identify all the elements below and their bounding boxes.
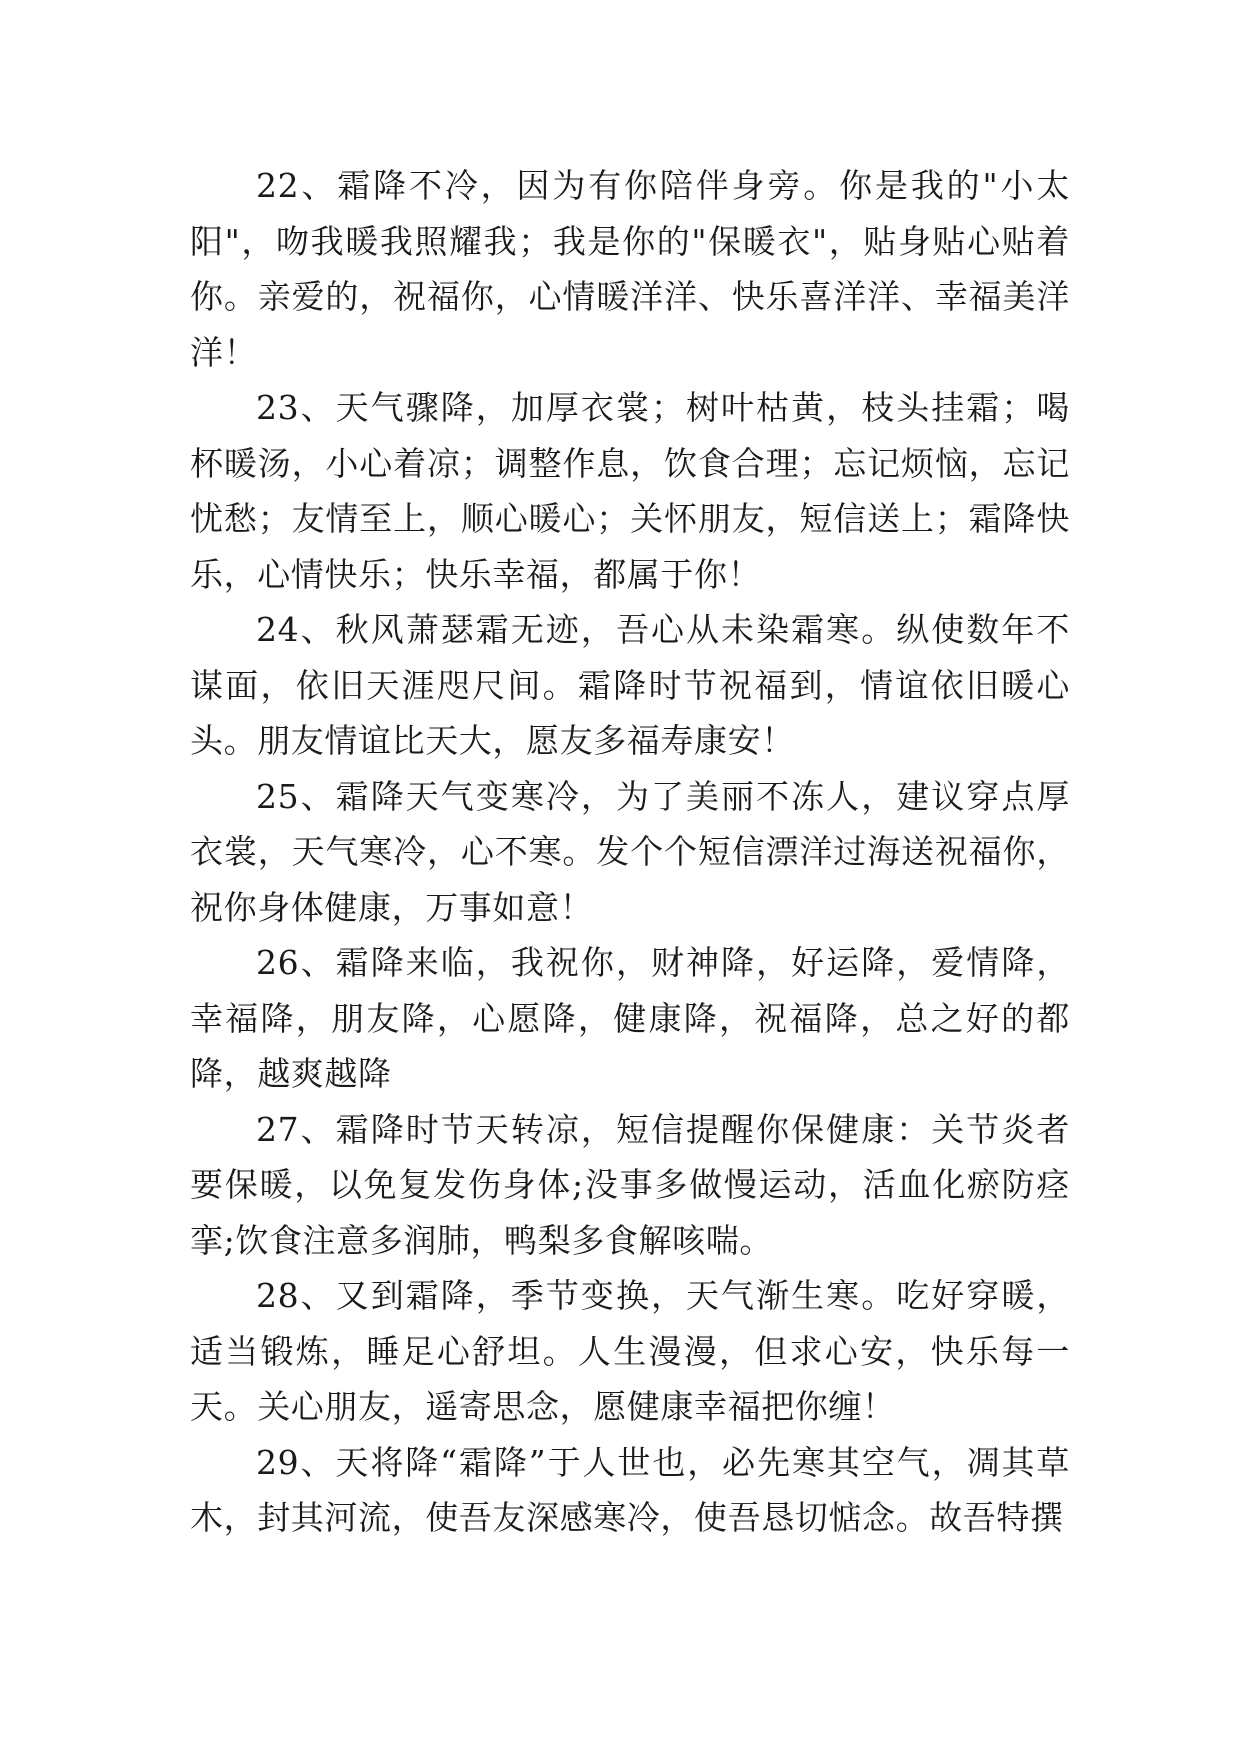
- paragraph-23: 23、天气骤降，加厚衣裳；树叶枯黄，枝头挂霜；喝杯暖汤，小心着凉；调整作息，饮食合理；忘记烦恼，忘记忧愁；友情至上，顺心暖心；关怀朋友，短信送上；霜降快乐，心情快乐；快乐幸福，都属于你！: [190, 388, 1070, 594]
- paragraph-28: 28、又到霜降，季节变换，天气渐生寒。吃好穿暖，适当锻炼，睡足心舒坦。人生漫漫，但求心安，快乐每一天。关心朋友，遥寄思念，愿健康幸福把你缠！: [190, 1276, 1070, 1426]
- paragraph-24: 24、秋风萧瑟霜无迹，吾心从未染霜寒。纵使数年不谋面，依旧天涯咫尺间。霜降时节祝福到，情谊依旧暖心头。朋友情谊比天大，愿友多福寿康安！: [190, 610, 1070, 760]
- paragraph-29: 29、天将降“霜降”于人世也，必先寒其空气，凋其草木，封其河流，使吾友深感寒冷，使吾恳切惦念。故吾特撰: [190, 1442, 1070, 1537]
- paragraph-25: 25、霜降天气变寒冷，为了美丽不冻人，建议穿点厚衣裳，天气寒冷，心不寒。发个个短信漂洋过海送祝福你，祝你身体健康，万事如意！: [190, 776, 1070, 927]
- document-body: [190, 158, 1070, 1546]
- paragraph-26: 26、霜降来临，我祝你，财神降，好运降，爱情降，幸福降，朋友降，心愿降，健康降，祝福降，总之好的都降，越爽越降: [190, 943, 1070, 1093]
- paragraph-27: 27、霜降时节天转凉，短信提醒你保健康：关节炎者要保暖，以免复发伤身体;没事多做慢运动，活血化瘀防痉挛;饮食注意多润肺，鸭梨多食解咳喘。: [190, 1109, 1070, 1260]
- paragraph-22: 22、霜降不冷，因为有你陪伴身旁。你是我的"小太阳"，吻我暖我照耀我；我是你的"保暖衣"，贴身贴心贴着你。亲爱的，祝福你，心情暖洋洋、快乐喜洋洋、幸福美洋洋！: [190, 166, 1070, 372]
